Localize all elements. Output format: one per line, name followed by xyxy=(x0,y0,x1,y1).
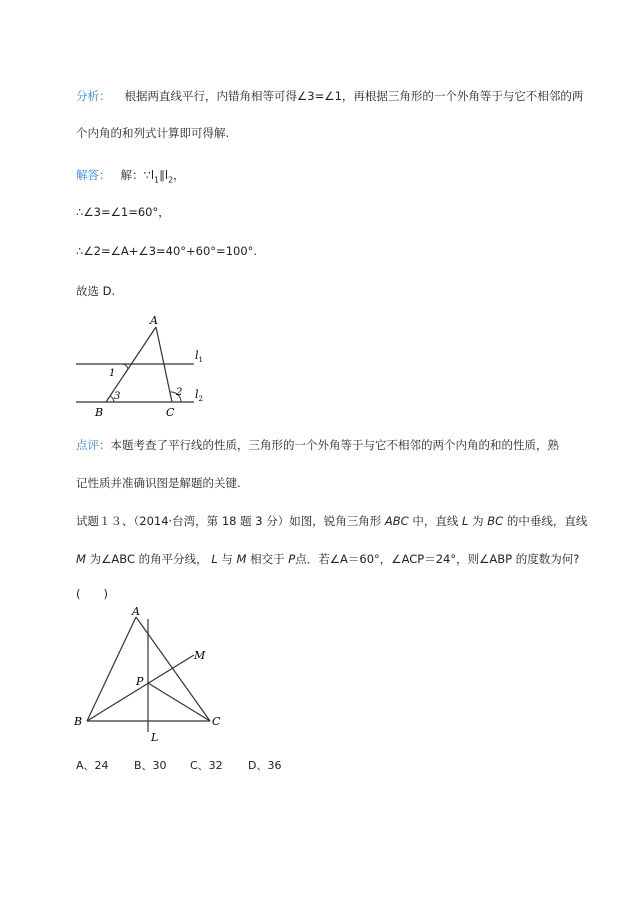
side-ac xyxy=(136,617,210,721)
solution-parallel: ∥l xyxy=(159,168,169,182)
analysis-line-2: 个内角的和列式计算即可得解. xyxy=(76,126,230,140)
point-C-label: C xyxy=(212,715,221,728)
point-A-label: A xyxy=(150,314,158,327)
comment-line-2: 记性质并准确识图是解题的关键. xyxy=(76,476,241,490)
point-C-label: C xyxy=(166,406,175,419)
analysis-text-1: 根据两直线平行，内错角相等可得∠3=∠1，再根据三角形的一个外角等于与它不相邻的两 xyxy=(124,89,584,103)
solution-label: 解答： xyxy=(76,168,111,182)
solution-prefix: 解：∵l xyxy=(120,168,155,182)
option-d[interactable]: D、36 xyxy=(248,759,282,772)
angle-2-label: 2 xyxy=(176,387,183,398)
point-M-label: M xyxy=(194,649,206,662)
solution-sub-2: 2 xyxy=(168,175,174,185)
comment-label: 点评： xyxy=(76,438,111,452)
comment-line-1 xyxy=(76,437,559,453)
analysis-label: 分析： xyxy=(76,89,111,103)
question-head: 试题１３、（2014·台湾，第 18 题 3 分）如图，锐角三角形 xyxy=(76,514,382,528)
question-mid3: 的中垂线，直线 xyxy=(506,514,588,528)
option-c[interactable]: C、32 xyxy=(190,759,223,772)
point-A-label: A xyxy=(132,605,140,618)
angle-1-label: 1 xyxy=(109,368,116,379)
line-l1-label: $l_1$ xyxy=(195,349,203,364)
solution-step-1: ∴∠3=∠1=60°， xyxy=(76,205,170,219)
question-mid1: 中，直线 xyxy=(412,514,459,528)
question-line-1 xyxy=(76,513,587,529)
question-abc: ABC xyxy=(384,514,409,528)
question-text-d: 点．若∠A＝60°，∠ACP＝24°，则∠ABP 的度数为何? xyxy=(295,552,580,566)
question-mid2: 为 xyxy=(472,514,484,528)
segment-PC xyxy=(148,683,210,721)
question-line-2 xyxy=(76,551,579,567)
comment-text-1: 本题考查了平行线的性质，三角形的一个外角等于与它不相邻的两个内角的和的性质，熟 xyxy=(110,438,559,452)
figure-parallel-lines xyxy=(76,312,211,422)
question-L2: L xyxy=(211,552,218,566)
question-text-a: 为∠ABC 的角平分线， xyxy=(89,552,208,566)
line-l2-label: $l_2$ xyxy=(195,388,203,403)
angle-1-arc xyxy=(123,364,128,369)
question-L: L xyxy=(462,514,469,528)
question-M2: M xyxy=(236,552,247,566)
angle-3-label: 3 xyxy=(114,391,121,402)
point-B-label: B xyxy=(74,715,83,728)
analysis-line-1 xyxy=(76,88,583,104)
question-text-c: 相交于 xyxy=(250,552,285,566)
option-a[interactable]: A、24 xyxy=(76,759,109,772)
question-blank: ( ) xyxy=(76,587,108,601)
question-BC: BC xyxy=(487,514,504,528)
solution-step-2: ∴∠2=∠A+∠3=40°+60°=100°. xyxy=(76,244,258,258)
solution-answer: 故选 D. xyxy=(76,284,116,298)
solution-sub-1: 1 xyxy=(154,175,160,185)
question-M: M xyxy=(76,552,86,566)
question-text-b: 与 xyxy=(221,552,233,566)
solution-line xyxy=(76,167,185,188)
point-L-label: L xyxy=(151,731,159,744)
solution-end: ， xyxy=(173,168,185,182)
point-P-label: P xyxy=(136,675,144,688)
figure-triangle xyxy=(74,607,234,747)
point-B-label: B xyxy=(95,406,104,419)
option-b[interactable]: B、30 xyxy=(134,759,167,772)
question-P: P xyxy=(288,552,296,566)
